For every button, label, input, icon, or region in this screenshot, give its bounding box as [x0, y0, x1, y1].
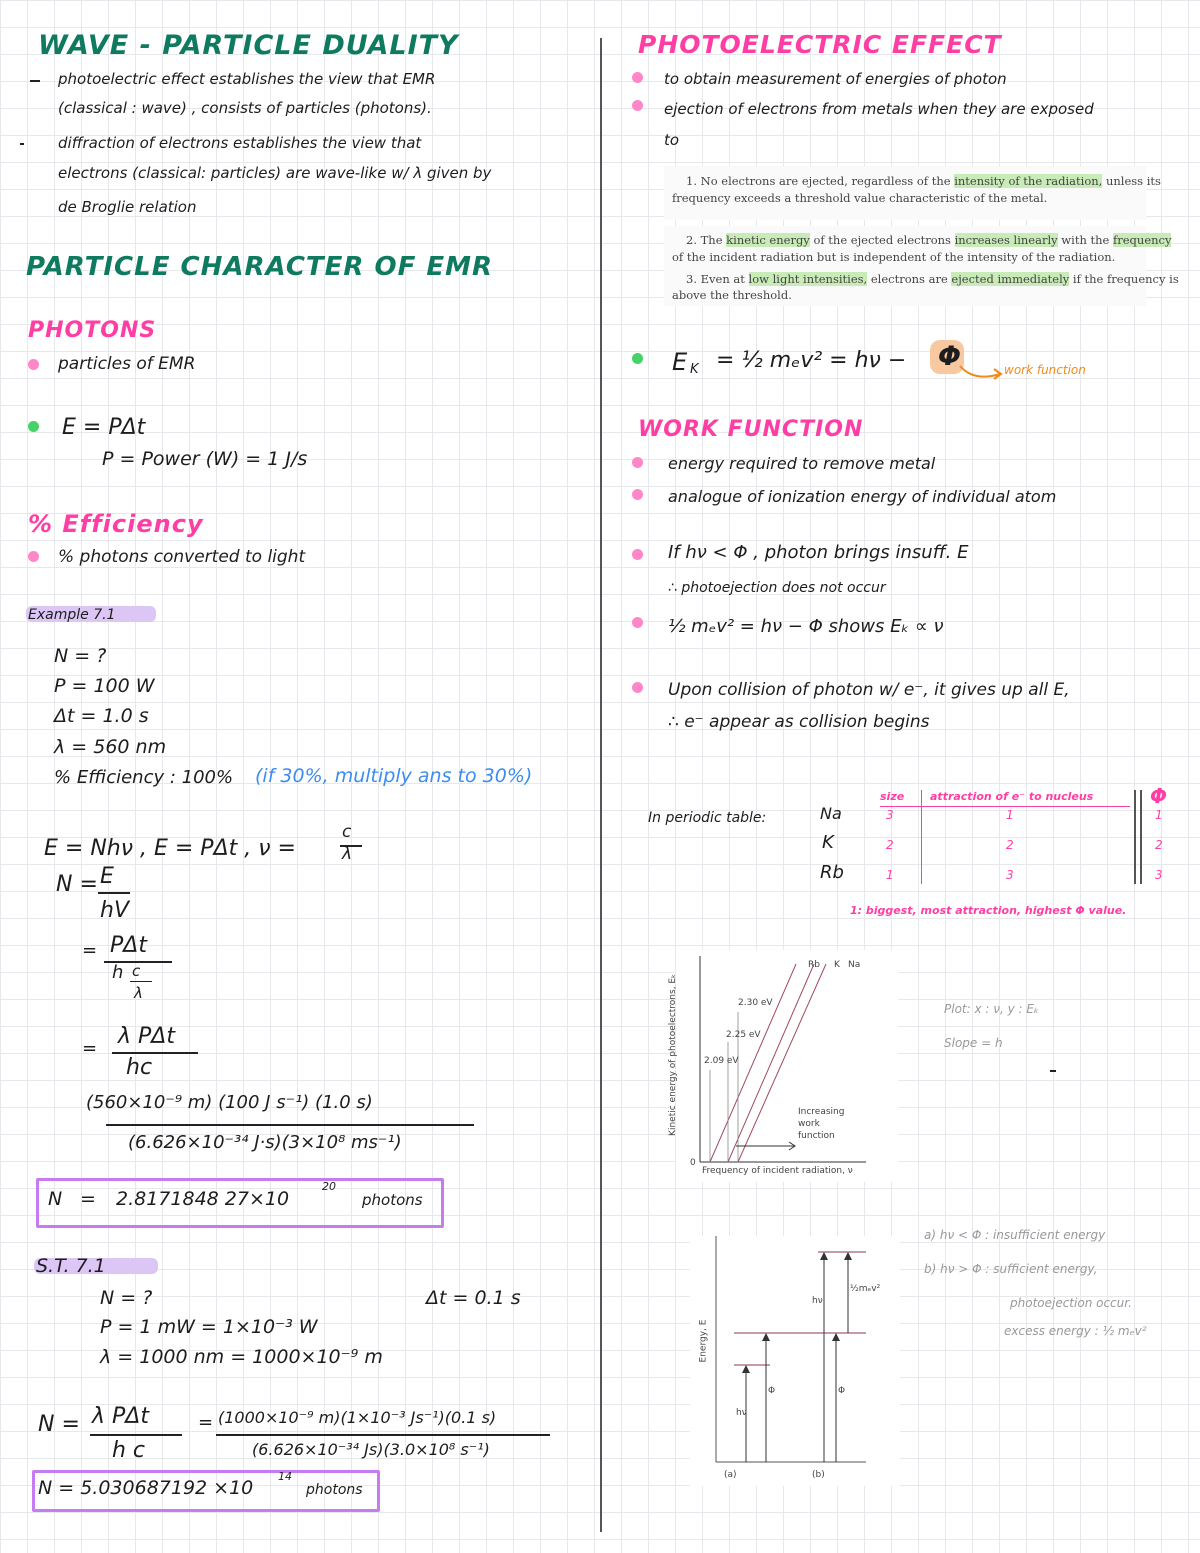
energy-svg — [690, 1236, 900, 1486]
section-heading-efficiency: % Efficiency — [28, 510, 204, 538]
arrow-icon — [844, 1252, 852, 1260]
answer-N: N — [48, 1188, 63, 1210]
fraction-c: c — [342, 822, 352, 842]
plot-note: Slope = h — [944, 1036, 1003, 1050]
table-element: K — [822, 832, 834, 853]
answer-exponent: 14 — [278, 1470, 292, 1483]
book-highlight: low light intensities, — [748, 272, 868, 286]
table-cell: 3 — [1155, 868, 1163, 882]
answer-unit: photons — [306, 1482, 363, 1498]
series-label-rb: Rb — [808, 960, 820, 970]
proportionality-line: ½ mₑv² = hν − Φ shows Eₖ ∝ ν — [668, 616, 944, 637]
bullet-dot — [28, 421, 39, 432]
book-text: electrons are — [867, 272, 952, 286]
fraction-hc: h c — [112, 1438, 146, 1463]
answer-unit: photons — [362, 1191, 423, 1209]
page-title-wave-particle: WAVE - PARTICLE DUALITY — [38, 30, 459, 61]
diagram-note: photoejection occur. — [1010, 1296, 1132, 1310]
arrow-icon — [832, 1333, 840, 1341]
pen-mark — [1050, 1070, 1056, 1072]
power-definition: P = Power (W) = 1 J/s — [102, 448, 308, 470]
energy-axis-label: Energy, E — [698, 1319, 709, 1363]
eq-sign: = — [82, 1038, 98, 1059]
bullet-text: electrons (classical: particles) are wave-like w/ λ given by — [58, 164, 492, 182]
hv-label: hν — [736, 1408, 747, 1418]
table-cell: 1 — [1006, 808, 1014, 822]
bullet-text: (classical : wave) , consists of particles (photons). — [58, 99, 432, 117]
series-label-k: K — [834, 960, 840, 970]
fraction-hv: hV — [100, 898, 129, 923]
table-cell: 3 — [1006, 868, 1014, 882]
self-test-given: λ = 1000 nm = 1000×10⁻⁹ m — [100, 1346, 383, 1368]
bullet-dot — [632, 72, 643, 83]
fraction-lPDt: λ PΔt — [118, 1024, 175, 1049]
table-element: Rb — [820, 862, 844, 883]
table-cell: 2 — [886, 838, 894, 852]
table-rule — [1140, 790, 1142, 884]
bullet-dot — [632, 353, 643, 364]
fraction-line — [216, 1434, 550, 1436]
photons-text: particles of EMR — [58, 354, 196, 374]
table-cell: 1 — [1155, 808, 1163, 822]
fraction-lambda: λ — [134, 984, 143, 1002]
fraction-lPDt: λ PΔt — [92, 1404, 149, 1429]
fraction-E: E — [100, 864, 114, 889]
arrow-icon — [820, 1252, 828, 1260]
book-text: unless its — [1102, 174, 1161, 188]
bullet-text: ejection of electrons from metals when they are exposed — [664, 100, 1094, 118]
bullet-text: analogue of ionization energy of individual atom — [668, 487, 1057, 506]
table-note: 1: biggest, most attraction, highest Φ value. — [850, 904, 1127, 917]
substitution-denominator: (6.626×10⁻³⁴ J·s)(3×10⁸ ms⁻¹) — [128, 1132, 402, 1153]
energy-equation: E = PΔt — [62, 415, 146, 440]
example-given: P = 100 W — [54, 675, 155, 697]
section-heading-photoelectric: PHOTOELECTRIC EFFECT — [638, 30, 1002, 59]
book-highlight: intensity of the radiation, — [954, 174, 1103, 188]
chart-origin: 0 — [690, 1158, 696, 1168]
n-lhs: N = — [38, 1412, 80, 1437]
phi-label: Φ — [768, 1386, 776, 1396]
fraction-line — [112, 1052, 198, 1054]
ek-equation: = ½ mₑv² = hν − — [716, 348, 907, 373]
book-text: of the ejected electrons — [809, 233, 955, 247]
work-function-note: work function — [1004, 363, 1086, 377]
equation-line: E = Nhν , E = PΔt , ν = — [44, 836, 296, 861]
bullet-text: to — [664, 131, 680, 149]
substitution-numerator: (1000×10⁻⁹ m)(1×10⁻³ Js⁻¹)(0.1 s) — [218, 1408, 497, 1427]
arrow-icon — [742, 1365, 750, 1373]
diagram-note: b) hν > Φ : sufficient energy, — [924, 1262, 1098, 1276]
periodic-label: In periodic table: — [648, 810, 767, 826]
table-header-attraction: attraction of e⁻ to nucleus — [930, 790, 1094, 803]
substitution-denominator: (6.626×10⁻³⁴ Js)(3.0×10⁸ s⁻¹) — [252, 1440, 490, 1459]
arrow-icon — [956, 360, 1006, 384]
bullet-dash — [20, 143, 24, 145]
self-test-given: Δt = 0.1 s — [426, 1287, 521, 1309]
phi-label: Φ — [838, 1386, 846, 1396]
book-text: if the frequency is — [1069, 272, 1179, 286]
n-lhs: N = — [56, 872, 98, 897]
bullet-dot — [632, 457, 643, 468]
conclusion-line: ∴ photoejection does not occur — [668, 580, 886, 596]
bullet-dot — [632, 617, 643, 628]
bullet-dot — [632, 682, 643, 693]
ek-subscript: K — [690, 362, 699, 377]
bullet-dot — [28, 359, 39, 370]
threshold-label: 2.09 eV — [704, 1056, 739, 1066]
arrow-icon — [762, 1333, 770, 1341]
table-rule — [880, 806, 1130, 807]
efficiency-note: (if 30%, multiply ans to 30%) — [255, 765, 533, 787]
bullet-dot — [28, 551, 39, 562]
chart-annotation: Increasing work function — [798, 1107, 845, 1141]
book-text: above the threshold. — [672, 288, 792, 302]
book-text: frequency exceeds a threshold value characteristic of the metal. — [672, 191, 1048, 205]
book-text: with the — [1057, 233, 1113, 247]
table-rule — [1134, 790, 1136, 884]
table-cell: 1 — [886, 868, 894, 882]
phi-symbol: Φ — [938, 341, 961, 372]
book-highlight: increases linearly — [954, 233, 1058, 247]
table-cell: 2 — [1006, 838, 1014, 852]
ek-symbol: E — [672, 348, 688, 376]
example-given: λ = 560 nm — [54, 736, 167, 758]
threshold-label: 2.30 eV — [738, 998, 773, 1008]
book-text: 3. Even at — [686, 272, 749, 286]
book-highlight: ejected immediately — [951, 272, 1070, 286]
energy-diagram — [690, 1236, 900, 1486]
example-given: Δt = 1.0 s — [54, 705, 149, 727]
series-label-na: Na — [848, 960, 861, 970]
answer-value: N = 5.030687192 ×10 — [38, 1477, 254, 1499]
section-heading-photons: PHOTONS — [28, 318, 157, 343]
example-efficiency: % Efficiency : 100% — [54, 767, 234, 788]
book-text: of the incident radiation but is independent of the intensity of the radiation. — [672, 250, 1116, 264]
textbook-excerpt — [664, 226, 1179, 306]
example-label: Example 7.1 — [28, 607, 116, 623]
ke-chart — [667, 950, 898, 1182]
ke-label: ½mₑv² — [850, 1284, 881, 1294]
condition-line: If hν < Φ , photon brings insuff. E — [668, 542, 969, 563]
table-element: Na — [820, 804, 842, 823]
section-heading-particle-character: PARTICLE CHARACTER OF EMR — [26, 252, 494, 282]
bullet-text: energy required to remove metal — [668, 454, 936, 473]
chart-svg — [676, 950, 898, 1182]
answer-eq: = — [80, 1188, 96, 1210]
collision-line: Upon collision of photon w/ e⁻, it gives up all E, — [668, 680, 1070, 700]
bullet-text: de Broglie relation — [58, 198, 197, 216]
book-text: 1. No electrons are ejected, regardless of the — [686, 174, 955, 188]
self-test-given: N = ? — [100, 1287, 153, 1309]
example-given: N = ? — [54, 645, 107, 667]
textbook-excerpt — [664, 166, 1161, 220]
fraction-lambda: λ — [342, 844, 353, 864]
bullet-dot — [632, 100, 643, 111]
fraction-c: c — [132, 962, 141, 980]
x-axis-label: Frequency of incident radiation, ν — [702, 1166, 853, 1176]
table-header-size: size — [880, 790, 905, 803]
bullet-dot — [632, 549, 643, 560]
hv-label: hν — [812, 1296, 823, 1306]
book-highlight: frequency — [1113, 233, 1172, 247]
bullet-text: photoelectric effect establishes the view that EMR — [58, 70, 436, 88]
fraction-line — [130, 981, 152, 982]
efficiency-text: % photons converted to light — [58, 547, 306, 567]
table-header-phi: Φ — [1150, 784, 1168, 808]
answer-value: 2.8171848 27×10 — [116, 1188, 290, 1210]
eq-sign: = — [82, 940, 98, 961]
table-rule — [921, 790, 922, 884]
plot-note: Plot: x : ν, y : Eₖ — [944, 1002, 1040, 1016]
fraction-hc: hc — [126, 1055, 153, 1080]
y-axis-label: Kinetic energy of photoelectrons, Eₖ — [667, 974, 678, 1136]
table-cell: 2 — [1155, 838, 1163, 852]
table-cell: 3 — [886, 808, 894, 822]
bullet-dot — [632, 489, 643, 500]
bullet-dash — [30, 80, 40, 82]
book-text: 2. The — [686, 233, 727, 247]
panel-label-b: (b) — [812, 1470, 825, 1480]
fraction-PDt: PΔt — [110, 933, 147, 958]
fraction-line — [98, 892, 130, 894]
substitution-numerator: (560×10⁻⁹ m) (100 J s⁻¹) (1.0 s) — [86, 1092, 373, 1113]
bullet-text: to obtain measurement of energies of photon — [664, 70, 1007, 88]
section-heading-work-function: WORK FUNCTION — [638, 417, 864, 442]
column-divider — [600, 38, 602, 1532]
fraction-h: h — [112, 962, 124, 983]
diagram-note: excess energy : ½ mₑv² — [1004, 1324, 1147, 1338]
diagram-note: a) hν < Φ : insufficient energy — [924, 1228, 1106, 1242]
self-test-label: S.T. 7.1 — [36, 1255, 106, 1277]
fraction-line — [90, 1434, 182, 1436]
answer-exponent: 20 — [322, 1180, 336, 1193]
bullet-text: diffraction of electrons establishes the view that — [58, 134, 422, 152]
collision-line: ∴ e⁻ appear as collision begins — [668, 712, 930, 732]
threshold-label: 2.25 eV — [726, 1030, 761, 1040]
panel-label-a: (a) — [724, 1470, 737, 1480]
eq-sign: = — [198, 1412, 214, 1433]
book-highlight: kinetic energy — [726, 233, 810, 247]
self-test-given: P = 1 mW = 1×10⁻³ W — [100, 1316, 318, 1338]
fraction-line — [106, 1124, 474, 1126]
